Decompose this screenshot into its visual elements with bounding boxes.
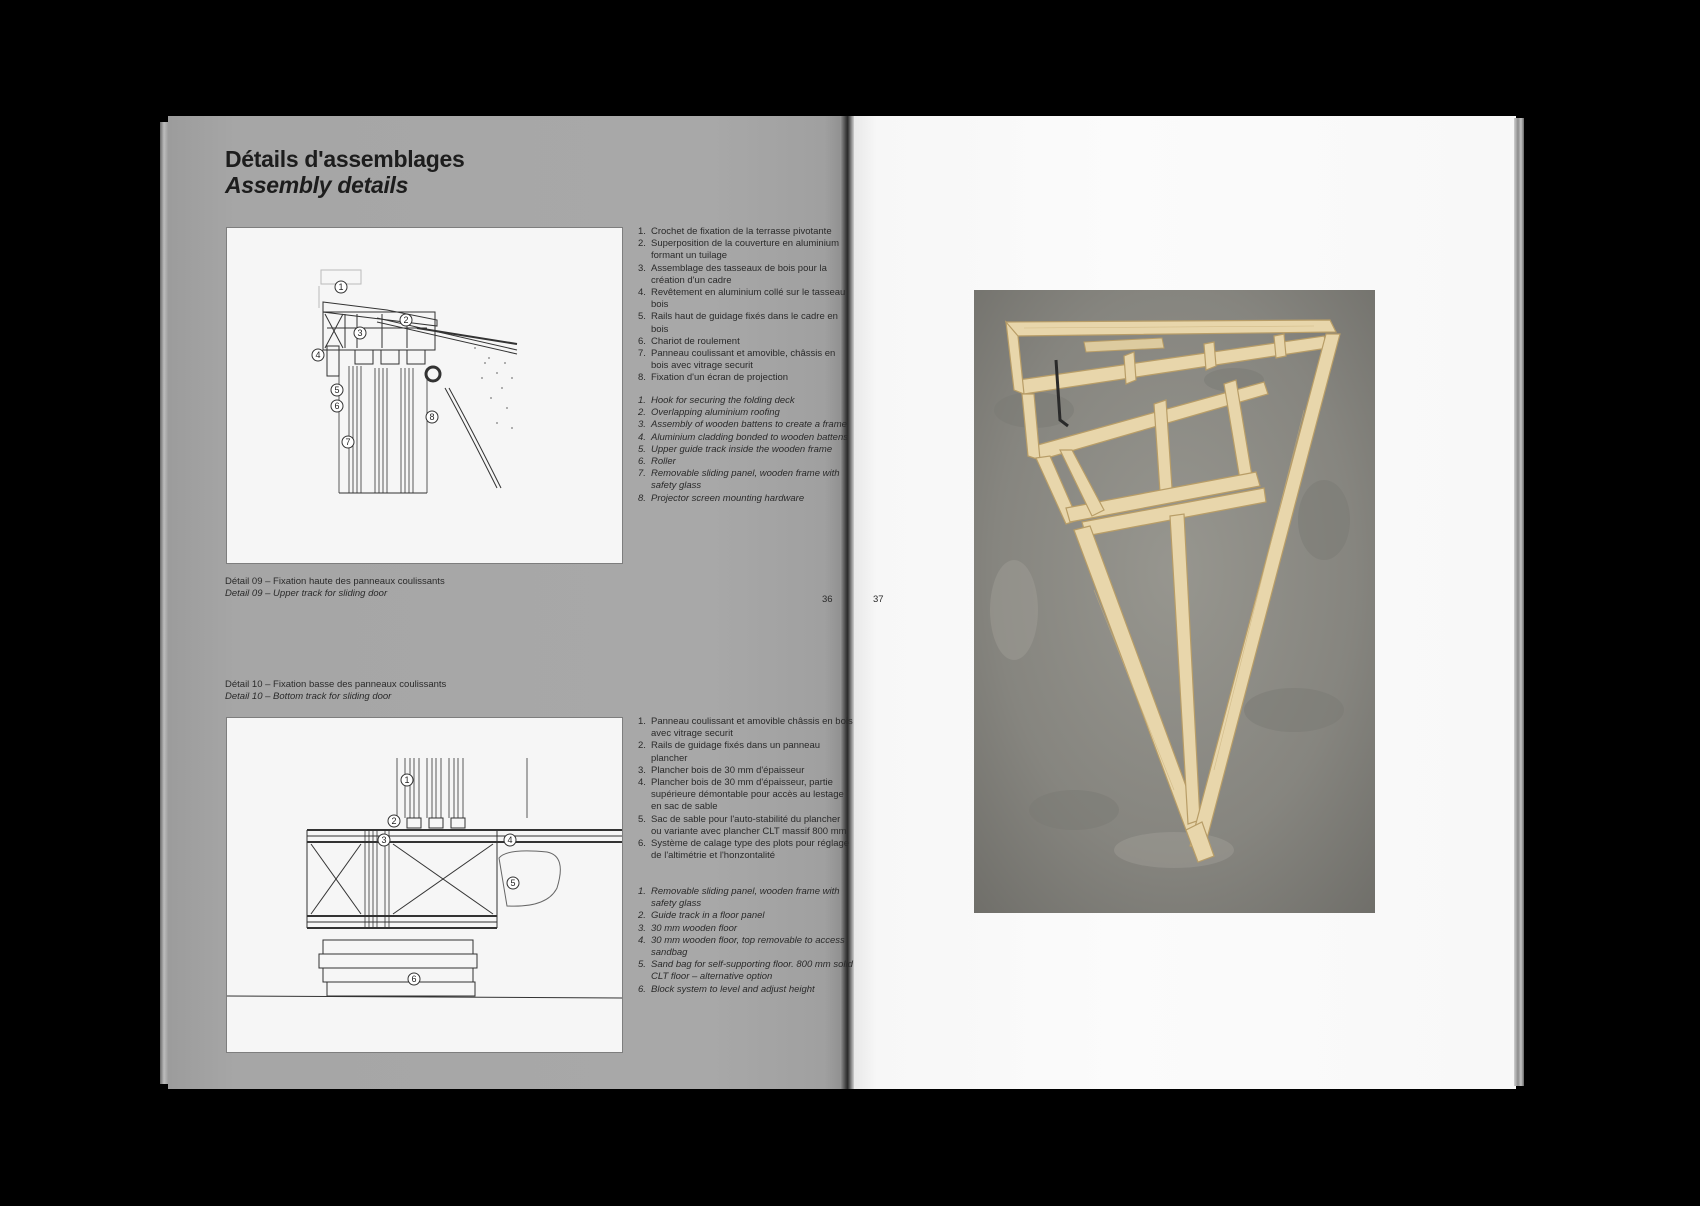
drawing-label-8: 8 bbox=[429, 412, 435, 422]
legend-item: 8. Projector screen mounting hardware bbox=[638, 492, 805, 504]
legend-item: 3. 30 mm wooden floor bbox=[638, 922, 738, 934]
detail-09-legend-fr bbox=[638, 226, 853, 385]
drawing-label-6: 6 bbox=[411, 974, 417, 984]
section-title-en: Assembly details bbox=[225, 172, 409, 198]
legend-item: 5. Upper guide track inside the wooden frame bbox=[638, 443, 833, 455]
detail-09-caption bbox=[225, 576, 445, 600]
legend-item: 4. Revêtement en aluminium collé sur le tasseau bois bbox=[638, 287, 846, 311]
legend-item: 3. Plancher bois de 30 mm d'épaisseur bbox=[638, 764, 805, 776]
legend-item: 6. Système de calage type des plots pour réglage de l'altimétrie et l'honzontalité bbox=[638, 838, 850, 862]
legend-item: 2. Overlapping aluminium roofing bbox=[638, 407, 780, 419]
legend-item: 2. Guide track in a floor panel bbox=[638, 910, 765, 922]
right-page-edge bbox=[1514, 118, 1524, 1086]
caption-en: Detail 10 – Bottom track for sliding door bbox=[225, 691, 392, 703]
drawing-label-1: 1 bbox=[404, 775, 410, 785]
detail-10-legend-fr bbox=[638, 716, 853, 862]
drawing-label-2: 2 bbox=[403, 315, 409, 325]
legend-item: 2. Superposition de la couverture en aluminium formant un tuilage bbox=[638, 238, 839, 262]
legend-item: 5. Sac de sable pour l'auto-stabilité du plancher ou variante avec plancher CLT massif 800 mm bbox=[638, 813, 847, 837]
drawing-label-5: 5 bbox=[510, 878, 516, 888]
detail-10-caption bbox=[225, 679, 446, 703]
section-title-fr: Détails d'assemblages bbox=[225, 146, 465, 172]
caption-en: Detail 09 – Upper track for sliding door bbox=[225, 588, 388, 600]
drawing-label-7: 7 bbox=[345, 437, 351, 447]
drawing-label-3: 3 bbox=[357, 328, 363, 338]
legend-item: 1. Hook for securing the folding deck bbox=[638, 395, 795, 406]
legend-item: 1. Crochet de fixation de la terrasse pivotante bbox=[638, 226, 832, 237]
page-number-right: 37 bbox=[873, 594, 884, 605]
drawing-label-6: 6 bbox=[334, 401, 340, 411]
legend-item: 7. Removable sliding panel, wooden frame with safety glass bbox=[638, 468, 840, 492]
legend-item: 6. Roller bbox=[638, 456, 676, 468]
drawing-label-3: 3 bbox=[381, 835, 387, 845]
legend-item: 5. Rails haut de guidage fixés dans le cadre en bois bbox=[638, 311, 838, 335]
legend-item: 7. Panneau coulissant et amovible, châssis en bois avec vitrage securit bbox=[638, 348, 836, 372]
legend-item: 2. Rails de guidage fixés dans un panneau plancher bbox=[638, 740, 821, 764]
detail-10-drawing bbox=[226, 717, 623, 1053]
detail-09-legend-en bbox=[638, 395, 853, 505]
detail-10-legend-en bbox=[638, 886, 853, 996]
legend-item: 1. Panneau coulissant et amovible châssis en bois avec vitrage securit bbox=[638, 716, 853, 740]
drawing-label-4: 4 bbox=[507, 835, 513, 845]
detail-09-drawing bbox=[226, 227, 623, 564]
legend-item: 6. Chariot de roulement bbox=[638, 335, 740, 347]
page-number-left: 36 bbox=[822, 594, 833, 605]
timber-frame-photo bbox=[974, 290, 1375, 913]
drawing-label-2: 2 bbox=[391, 816, 397, 826]
legend-item: 1. Removable sliding panel, wooden frame with safety glass bbox=[638, 886, 840, 910]
caption-fr: Détail 09 – Fixation haute des panneaux coulissants bbox=[225, 576, 445, 587]
legend-item: 3. Assembly of wooden battens to create a frame bbox=[638, 419, 847, 431]
legend-item: 6. Block system to level and adjust height bbox=[638, 983, 815, 995]
legend-item: 5. Sand bag for self-supporting floor. 800 mm solid CLT floor – alternative option bbox=[638, 959, 853, 983]
drawing-label-5: 5 bbox=[334, 385, 340, 395]
legend-item: 3. Assemblage des tasseaux de bois pour la création d'un cadre bbox=[638, 262, 827, 286]
legend-item: 4. 30 mm wooden floor, top removable to access sandbag bbox=[638, 934, 845, 959]
caption-fr: Détail 10 – Fixation basse des panneaux coulissants bbox=[225, 679, 447, 690]
drawing-label-1: 1 bbox=[338, 282, 344, 292]
legend-item: 4. Plancher bois de 30 mm d'épaisseur, partie supérieure démontable pour accès au lestage en sac de sable bbox=[638, 777, 844, 813]
legend-item: 4. Aluminium cladding bonded to wooden battens bbox=[638, 431, 848, 443]
drawing-label-4: 4 bbox=[315, 350, 321, 360]
legend-item: 8. Fixation d'un écran de projection bbox=[638, 372, 789, 384]
